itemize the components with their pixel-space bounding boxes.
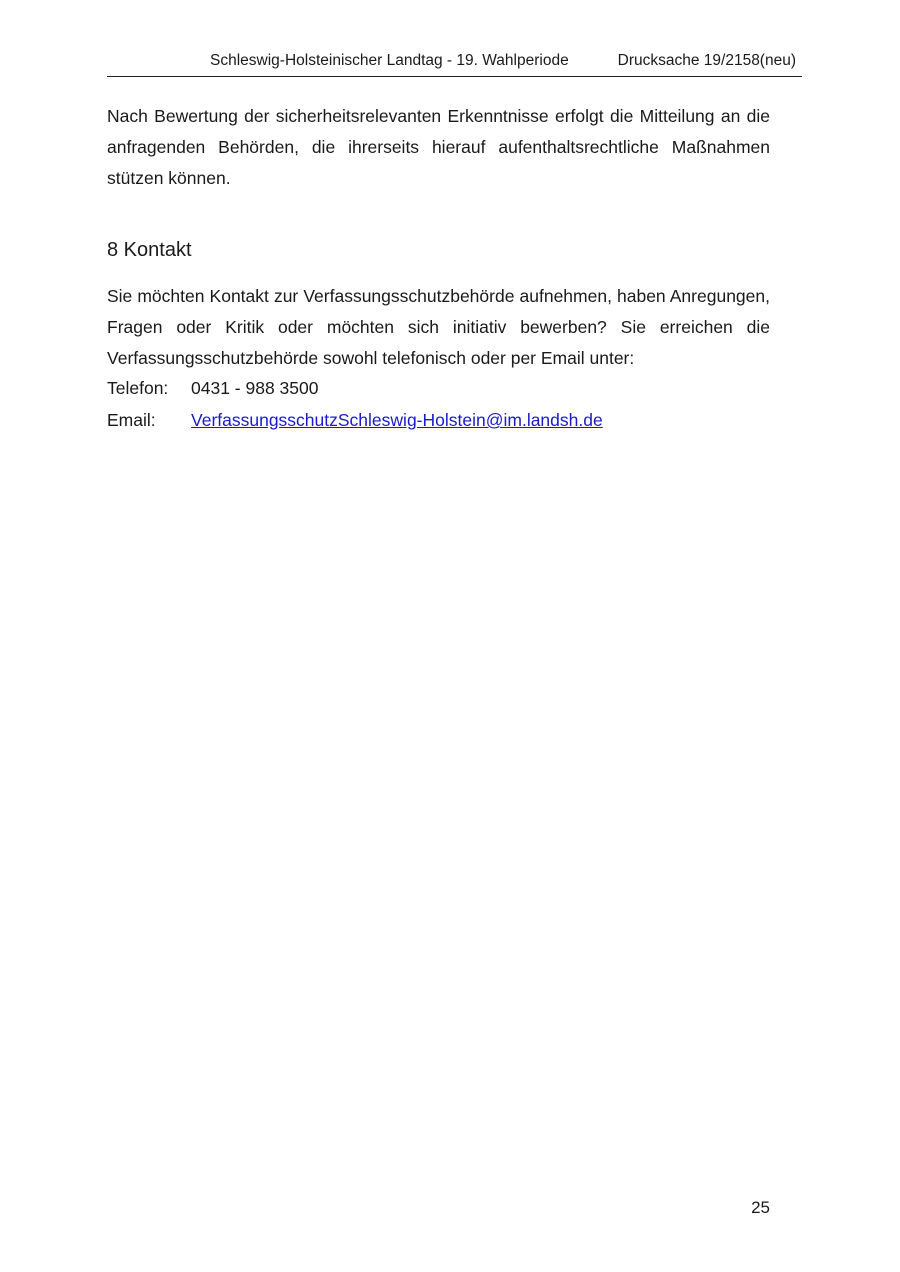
contact-paragraph: Sie möchten Kontakt zur Verfassungsschutzbehörde aufnehmen, haben Anregungen, Fragen oder Kritik oder möchten sich initiativ bewerben? Sie erreichen die Verfassungsschutzbehörde sowohl telefonisch oder per Email unter: — [107, 286, 770, 368]
intro-paragraph: Nach Bewertung der sicherheitsrelevanten Erkenntnisse erfolgt die Mitteilung an die anfragenden Behörden, die ihrerseits hierauf aufenthaltsrechtliche Maßnahmen stützen können. — [107, 106, 770, 188]
page-header — [107, 52, 802, 77]
phone-value: 0431 - 988 3500 — [191, 378, 319, 398]
header-title: Schleswig-Holsteinischer Landtag - 19. Wahlperiode — [210, 52, 569, 69]
section-heading: 8 Kontakt — [107, 239, 192, 261]
contact-phone-row — [107, 373, 318, 404]
contact-email-row — [107, 405, 603, 436]
email-label: Email: — [107, 410, 156, 430]
phone-label: Telefon: — [107, 378, 169, 398]
email-link[interactable]: VerfassungsschutzSchleswig-Holstein@im.landsh.de — [191, 410, 603, 430]
page-number: 25 — [751, 1198, 770, 1217]
header-document-number: Drucksache 19/2158(neu) — [617, 52, 796, 69]
